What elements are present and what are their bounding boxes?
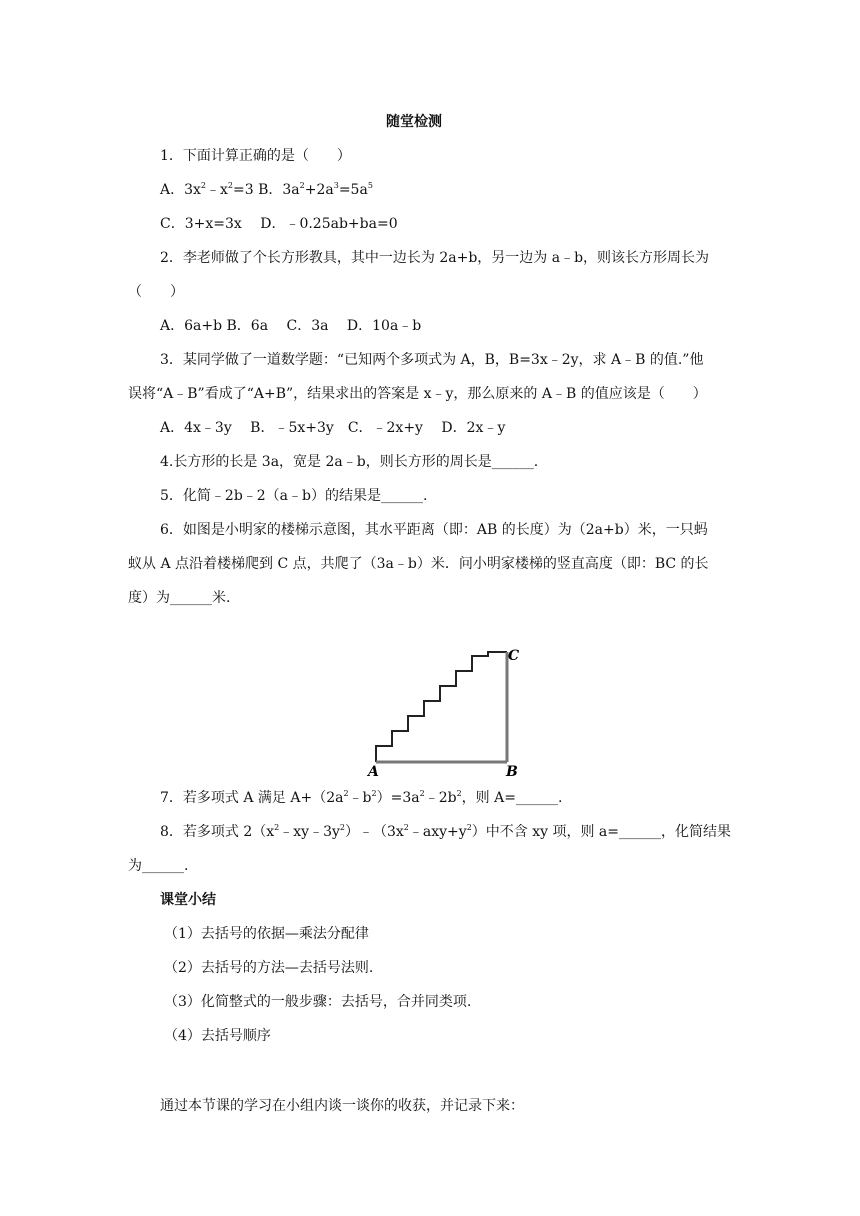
q8-text: ﹣xy﹣3y	[279, 824, 340, 840]
q7-text: ）=3a	[376, 790, 420, 806]
section-title: 随堂检测	[386, 114, 442, 130]
q8-text: ﹣axy+y	[408, 824, 467, 840]
q8-text: ）中不含 xy 项，则 a=______，化简结果	[471, 824, 732, 840]
point-a-label: A	[368, 764, 379, 780]
q7-stem	[160, 788, 562, 808]
q1-opt-a-text: ﹣x	[206, 182, 228, 198]
q5-stem: 5．化简﹣2b﹣2（a﹣b）的结果是______.	[160, 488, 428, 504]
q6-stem-line3: 度）为______米.	[128, 590, 231, 606]
q8-exp: 2	[339, 823, 345, 832]
q1-exp: 3	[333, 181, 339, 190]
q1-exp: 2	[200, 181, 207, 190]
q2-options: A．6a+b B．6a C．3a D．10a﹣b	[160, 318, 422, 334]
q1-exp: 2	[227, 181, 234, 190]
q7-text: ﹣2b	[424, 790, 457, 806]
q2-stem-line1: 2．李老师做了个长方形教具，其中一边长为 2a+b，另一边为 a﹣b，则该长方形周长为	[160, 250, 710, 266]
q4-stem: 4.长方形的长是 3a，宽是 2a﹣b，则长方形的周长是______.	[160, 454, 539, 470]
q7-exp: 2	[456, 789, 462, 798]
q8-text: 8．若多项式 2（x	[160, 824, 275, 840]
q7-exp: 2	[343, 789, 349, 798]
q8-stem-line2: 为______.	[128, 858, 189, 874]
q8-stem-line1	[160, 822, 731, 842]
point-b-label: B	[506, 764, 518, 780]
q1-opt-a-text: A．3x	[160, 182, 201, 198]
q8-text: ）﹣（3x	[344, 824, 404, 840]
q3-stem-line2: 误将“A﹣B”看成了“A+B”，结果求出的答案是 x﹣y，那么原来的 A﹣B 的值应该是（ ）	[128, 386, 707, 402]
closing-prompt: 通过本节课的学习在小组内谈一谈你的收获，并记录下来：	[160, 1098, 524, 1114]
q1-options-cd: C．3+x=3x D．﹣0.25ab+ba=0	[160, 216, 398, 232]
q7-text: ﹣b	[348, 790, 372, 806]
q6-stem-line1: 6．如图是小明家的楼梯示意图，其水平距离（即：AB 的长度）为（2a+b）米，一只蚂	[160, 522, 708, 538]
q7-text: 7．若多项式 A 满足 A+（2a	[160, 790, 344, 806]
summary-heading: 课堂小结	[160, 892, 216, 908]
q1-opt-b-text: =3 B．3a	[233, 182, 300, 198]
q1-exp: 5	[367, 181, 373, 190]
q8-exp: 2	[466, 823, 472, 832]
q1-opt-b-text: +2a	[304, 182, 334, 198]
q3-stem-line1: 3．某同学做了一道数学题：“已知两个多项式为 A，B，B=3x﹣2y，求 A﹣B 的值.”他	[160, 352, 704, 368]
q2-stem-line2: （ ）	[128, 284, 184, 300]
q7-text: ，则 A=______.	[461, 790, 563, 806]
q1-stem: 1．下面计算正确的是（ ）	[160, 148, 351, 164]
q8-exp: 2	[274, 823, 280, 832]
summary-item: （3）化简整式的一般步骤：去括号，合并同类项.	[164, 994, 472, 1010]
q3-options: A．4x﹣3y B．﹣5x+3y C．﹣2x+y D．2x﹣y	[160, 420, 506, 436]
summary-item: （4）去括号顺序	[164, 1028, 271, 1044]
q7-exp: 2	[371, 789, 377, 798]
q1-options-ab	[160, 180, 373, 200]
staircase-figure	[366, 640, 526, 780]
staircase-steps	[376, 652, 507, 762]
q8-exp: 2	[403, 823, 409, 832]
q1-exp: 2	[299, 181, 305, 190]
q7-exp: 2	[419, 789, 425, 798]
point-c-label: C	[508, 648, 520, 664]
q6-stem-line2: 蚁从 A 点沿着楼梯爬到 C 点，共爬了（3a﹣b）米．问小明家楼梯的竖直高度（即：BC 的长	[128, 556, 709, 572]
q1-opt-b-text: =5a	[338, 182, 368, 198]
summary-item: （2）去括号的方法—去括号法则.	[164, 960, 374, 976]
summary-item: （1）去括号的依据—乘法分配律	[164, 926, 369, 942]
